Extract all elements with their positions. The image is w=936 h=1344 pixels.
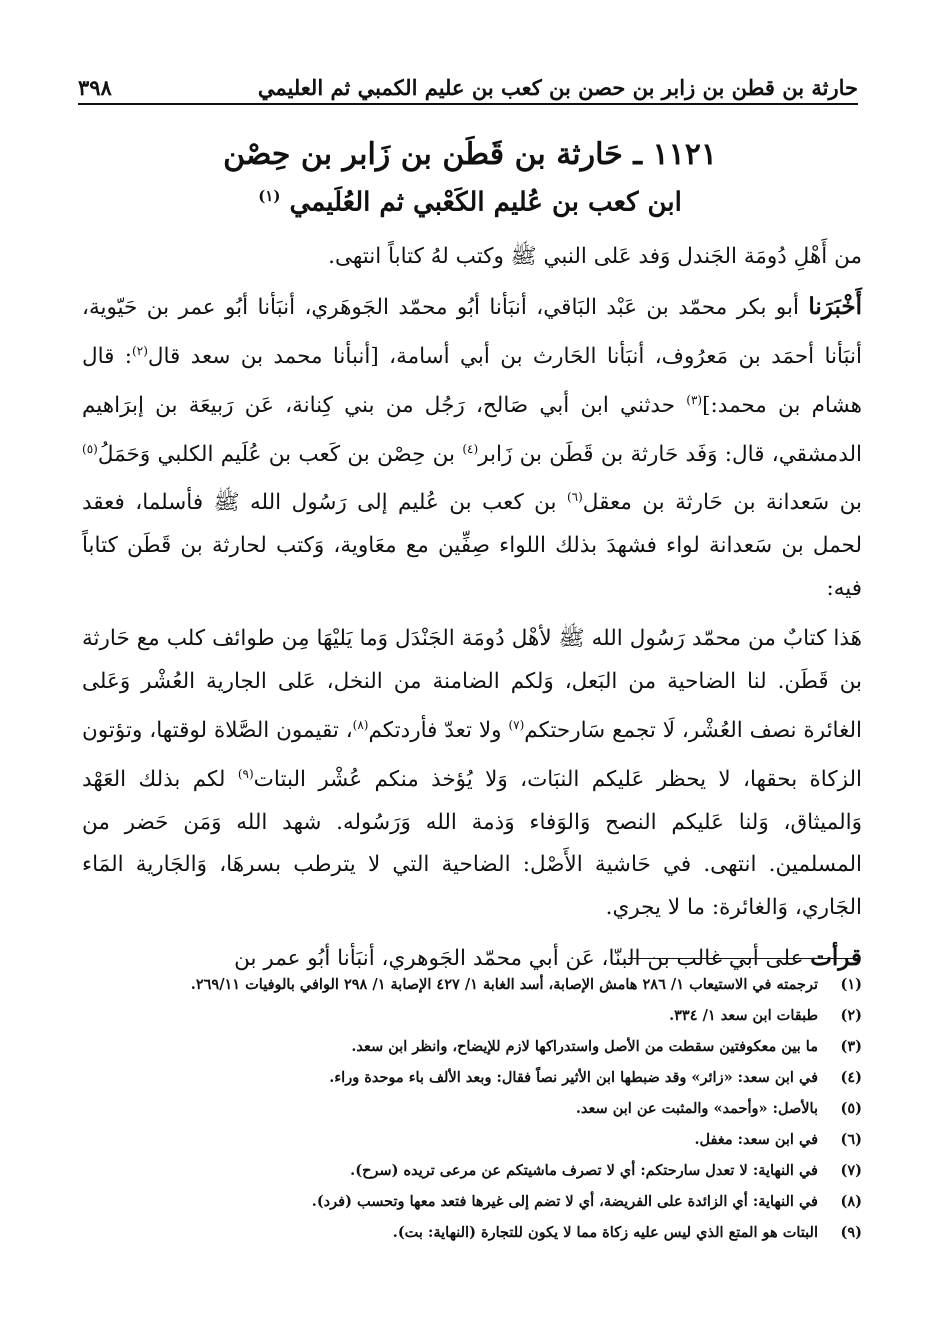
text-run: ، تقيمون الصَّلاة لوقتها، وتؤتون الزكاة بحقها، لا يحظر عَليكم النبَات، وَلا يُؤخذ منكم عُشْر البتات (82, 717, 862, 792)
page-number: ٣٩٨ (78, 75, 112, 100)
footnote (82, 1186, 862, 1217)
footnote-number: (٣) (840, 1038, 862, 1055)
text-run: بن سَعدانة بن حَارثة بن معقل (582, 490, 862, 516)
footnote-ref-6: (٦) (566, 490, 583, 505)
paragraph-lead-word: قرأت (810, 943, 862, 971)
footnote-ref-7: (٧) (508, 717, 525, 732)
text-run: : قال هشام بن محمد:] (82, 343, 863, 418)
footnote (82, 1062, 862, 1093)
text-run: هَذا كتابٌ من محمّد رَسُول الله ﷺ لأهْل دُومَة الجَنْدَل وَما يَليْهَا مِن طوائف كلب مع حَارثة بن قَطَن. لنا الضاحية من البَعل، وَلكم الضامنة من النخل، عَلى الجارية العُشْر وَعَلى الغائرة نصف العُشْر، لَا تجمع سَارحتكم (82, 626, 862, 743)
footnote-number: (٩) (840, 1224, 862, 1241)
text-run: على أبي غالب بن البنّا، عَن أبي محمّد الجَوهري، أنبَأنا أبُو عمر بن (234, 945, 811, 971)
footnotes (82, 969, 862, 1248)
footnote-ref-4: (٤) (462, 441, 479, 456)
entry-title-line-2 (120, 176, 820, 223)
text-run: لكم بذلك العَهْد وَالميثاق، وَلنا عَليكم النصح وَالوَفاء وَذمة الله وَرَسُوله. شهد الله وَمَن حَضر من المسلمين. انتهى. في حَاشية الأَصْل: الضاحية التي لا يترطب بسرهَا، وَالجَارية المَاء الجَاري، وَالغائرة: ما لا يجري. (82, 766, 862, 921)
footnote (82, 1031, 862, 1062)
footnote-text: في النهاية: أي الزائدة على الفريضة، أي لا تضم إلى غيرها فتعد معها وتحسب (فرد). (311, 1193, 818, 1210)
entry-title-line-2-text: ابن كعب بن عُليم الكَعْبي ثم العُلَيمي (289, 187, 682, 218)
footnote-ref-5: (٥) (82, 441, 98, 456)
footnote-ref-9: (٩) (237, 766, 254, 781)
footnote-text: البتات هو المتع الذي ليس عليه زكاة مما لا يكون للتجارة (النهاية: بت). (392, 1224, 818, 1241)
footnote-number: (٥) (840, 1100, 862, 1117)
footnote-text: ترجمته في الاستيعاب ١/ ٢٨٦ هامش الإصابة، أسد الغابة ١/ ٤٢٧ الإصابة ١/ ٢٩٨ الوافي بالوفيات ٢٦٩/١١. (190, 976, 818, 993)
footnote-number: (٧) (840, 1162, 862, 1179)
footnote (82, 1093, 862, 1124)
footnote-text: في النهاية: لا تعدل سارحتكم: أي لا تصرف ماشيتكم عن مرعى تريده (سرح). (350, 1162, 818, 1179)
footnote-ref-8: (٨) (352, 717, 369, 732)
footnote-ref-1: (١) (258, 187, 281, 205)
footnote (82, 969, 862, 1000)
footnote-text: بالأصل: «وأحمد» والمثبت عن ابن سعد. (575, 1100, 818, 1117)
footnote (82, 1124, 862, 1155)
footnote-text: في ابن سعد: «زائر» وقد ضبطها ابن الأثير نصاً فقال: وبعد الألف باء موحدة وراء. (329, 1069, 818, 1086)
text-run: ولا تعدّ فأردتكم (368, 717, 509, 743)
footnote (82, 1155, 862, 1186)
footnote-number: (١) (840, 976, 862, 993)
footnote (82, 1217, 862, 1248)
text-run: حدثني ابن أبي صَالح، رَجُل من بني كِنانة، عَن رَبيعَة بن إبرَاهيم الدمشقي، قال: وَفَد حَارثة بن قَطَن بن زَابر (82, 392, 863, 467)
paragraph-letter (82, 618, 862, 930)
footnote-number: (٢) (840, 1007, 862, 1024)
footnote-number: (٦) (840, 1131, 862, 1148)
footnote-text: طبقات ابن سعد ١/ ٣٣٤. (669, 1007, 818, 1024)
text-run: بن حِصْن بن كَعب بن عُلَيم الكلبي وَحَمَلُ (97, 441, 463, 467)
footnote-number: (٨) (840, 1193, 862, 1210)
body-text (82, 236, 862, 981)
footnote (82, 1000, 862, 1031)
footnote-number: (٤) (840, 1069, 862, 1086)
footnote-ref-3: (٣) (686, 392, 703, 407)
page-header (78, 60, 858, 100)
header-divider (78, 103, 858, 105)
running-title: حارثة بن قطن بن زابر بن حصن بن كعب بن عليم الكمبي ثم العليمي (257, 75, 858, 100)
paragraph-isnad-1 (82, 286, 862, 611)
entry-title (120, 134, 820, 223)
footnote-divider (628, 958, 860, 959)
footnote-ref-2: (٢) (132, 343, 148, 358)
paragraph-lead-word: أَخْبَرَنا (808, 292, 862, 320)
entry-title-line-1: ١١٢١ ـ حَارثة بن قَطَن بن زَابر بن حِصْن (223, 137, 717, 172)
footnote-text: ما بين معكوفتين سقطت من الأصل واستدراكها لازم للإيضاح، وانظر ابن سعد. (351, 1038, 818, 1055)
text-run: بن كعب بن عُليم إلى رَسُول الله ﷺ فأسلما، فعقد لحمل بن سَعدانة لواء فشهدَ بذلك اللواء صِفِّين مع معَاوية، وَكتب لحارثة بن قَطَن كتاباً فيه: (82, 490, 862, 602)
paragraph-intro: من أَهْلِ دُومَة الجَندل وَفد عَلى النبي ﷺ وكتب لهُ كتاباً انتهى. (328, 244, 862, 269)
text-run: أبو بكر محمّد بن عَبْد البَاقي، أنبَأنا أبُو محمّد الجَوهَري، أنبَأنا أبُو عمر بن حَيّوية، أنبَأنا أحمَد بن مَعرُوف، أنبَأنا الحَارث بن أبي أسامة، [أنبأنا محمد بن سعد قال (82, 294, 862, 369)
footnote-text: في ابن سعد: مغفل. (694, 1131, 818, 1148)
